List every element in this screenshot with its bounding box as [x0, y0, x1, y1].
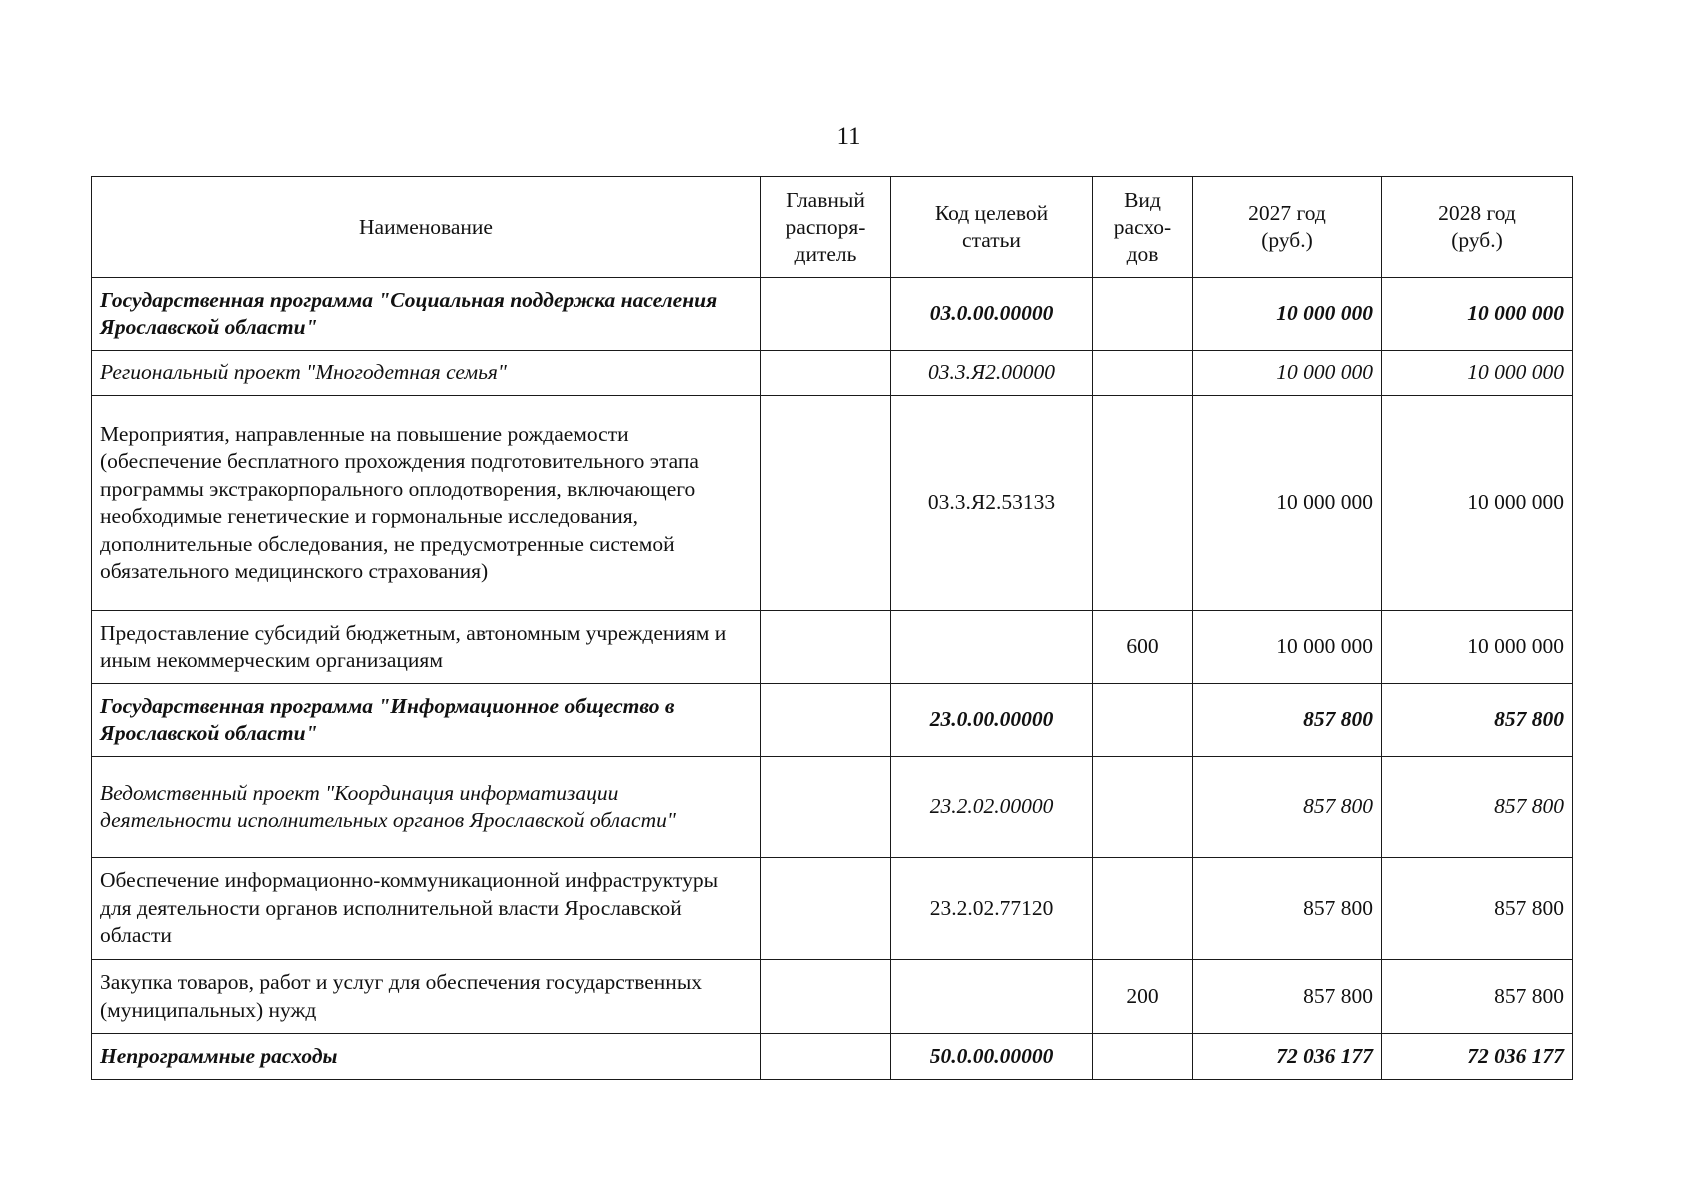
table-header-row: [92, 177, 1573, 278]
row-2028: 10 000 000: [1382, 351, 1573, 396]
table-row: [92, 960, 1573, 1034]
row-code: 23.2.02.00000: [891, 757, 1093, 858]
row-type: [1093, 1034, 1193, 1080]
row-code: [891, 611, 1093, 684]
row-type: [1093, 858, 1193, 960]
row-2028: 10 000 000: [1382, 611, 1573, 684]
row-2028: 857 800: [1382, 960, 1573, 1034]
row-manager: [761, 858, 891, 960]
row-manager: [761, 396, 891, 611]
row-2028: 10 000 000: [1382, 278, 1573, 351]
row-code: 23.0.00.00000: [891, 684, 1093, 757]
row-name: Закупка товаров, работ и услуг для обеспечения государственных (муниципальных) нужд: [92, 960, 761, 1034]
row-name: Ведомственный проект "Координация информатизации деятельности исполнительных органов Ярославской области": [92, 757, 761, 858]
row-name: Непрограммные расходы: [92, 1034, 761, 1080]
row-2027: 857 800: [1193, 960, 1382, 1034]
row-name: Государственная программа "Информационное общество в Ярославской области": [92, 684, 761, 757]
row-name: Предоставление субсидий бюджетным, автономным учреждениям и иным некоммерческим организациям: [92, 611, 761, 684]
table-row: [92, 757, 1573, 858]
row-2027: 72 036 177: [1193, 1034, 1382, 1080]
row-2027: 10 000 000: [1193, 278, 1382, 351]
table-row: [92, 858, 1573, 960]
row-2028: 857 800: [1382, 757, 1573, 858]
row-type: [1093, 351, 1193, 396]
row-2028: 10 000 000: [1382, 396, 1573, 611]
row-manager: [761, 960, 891, 1034]
row-name: Мероприятия, направленные на повышение рождаемости (обеспечение бесплатного прохождения подготовительного этапа программы экстракорпорального оплодотворения, включающего необходимые генетические и гормональные исследования, дополнительные обследования, не предусмотренные системой обязательного медицинского страхования): [92, 396, 761, 611]
header-2027: 2027 год (руб.): [1193, 177, 1382, 278]
row-code: 23.2.02.77120: [891, 858, 1093, 960]
budget-table: [91, 176, 1573, 1080]
row-name: Региональный проект "Многодетная семья": [92, 351, 761, 396]
row-manager: [761, 1034, 891, 1080]
table-row: [92, 396, 1573, 611]
row-code: 03.3.Я2.53133: [891, 396, 1093, 611]
row-code: 03.0.00.00000: [891, 278, 1093, 351]
row-manager: [761, 684, 891, 757]
row-2027: 857 800: [1193, 684, 1382, 757]
row-2028: 857 800: [1382, 684, 1573, 757]
row-type: 200: [1093, 960, 1193, 1034]
row-name: Обеспечение информационно-коммуникационной инфраструктуры для деятельности органов исполнительной власти Ярославской области: [92, 858, 761, 960]
table-row: [92, 611, 1573, 684]
header-type: Вид расхо-дов: [1093, 177, 1193, 278]
table-row: [92, 1034, 1573, 1080]
row-manager: [761, 351, 891, 396]
row-manager: [761, 757, 891, 858]
row-manager: [761, 278, 891, 351]
header-2028: 2028 год (руб.): [1382, 177, 1573, 278]
row-type: [1093, 757, 1193, 858]
row-2027: 10 000 000: [1193, 351, 1382, 396]
row-2028: 72 036 177: [1382, 1034, 1573, 1080]
row-type: [1093, 278, 1193, 351]
row-type: 600: [1093, 611, 1193, 684]
row-manager: [761, 611, 891, 684]
row-2027: 10 000 000: [1193, 611, 1382, 684]
page-number: 11: [836, 123, 861, 150]
table-row: [92, 684, 1573, 757]
row-code: [891, 960, 1093, 1034]
row-code: 50.0.00.00000: [891, 1034, 1093, 1080]
header-name: Наименование: [92, 177, 761, 278]
header-manager: Главный распоря-дитель: [761, 177, 891, 278]
row-2027: 857 800: [1193, 858, 1382, 960]
row-type: [1093, 684, 1193, 757]
table-row: [92, 278, 1573, 351]
row-2027: 10 000 000: [1193, 396, 1382, 611]
row-type: [1093, 396, 1193, 611]
row-2027: 857 800: [1193, 757, 1382, 858]
row-2028: 857 800: [1382, 858, 1573, 960]
header-code: Код целевой статьи: [891, 177, 1093, 278]
table-row: [92, 351, 1573, 396]
row-code: 03.3.Я2.00000: [891, 351, 1093, 396]
row-name: Государственная программа "Социальная поддержка населения Ярославской области": [92, 278, 761, 351]
